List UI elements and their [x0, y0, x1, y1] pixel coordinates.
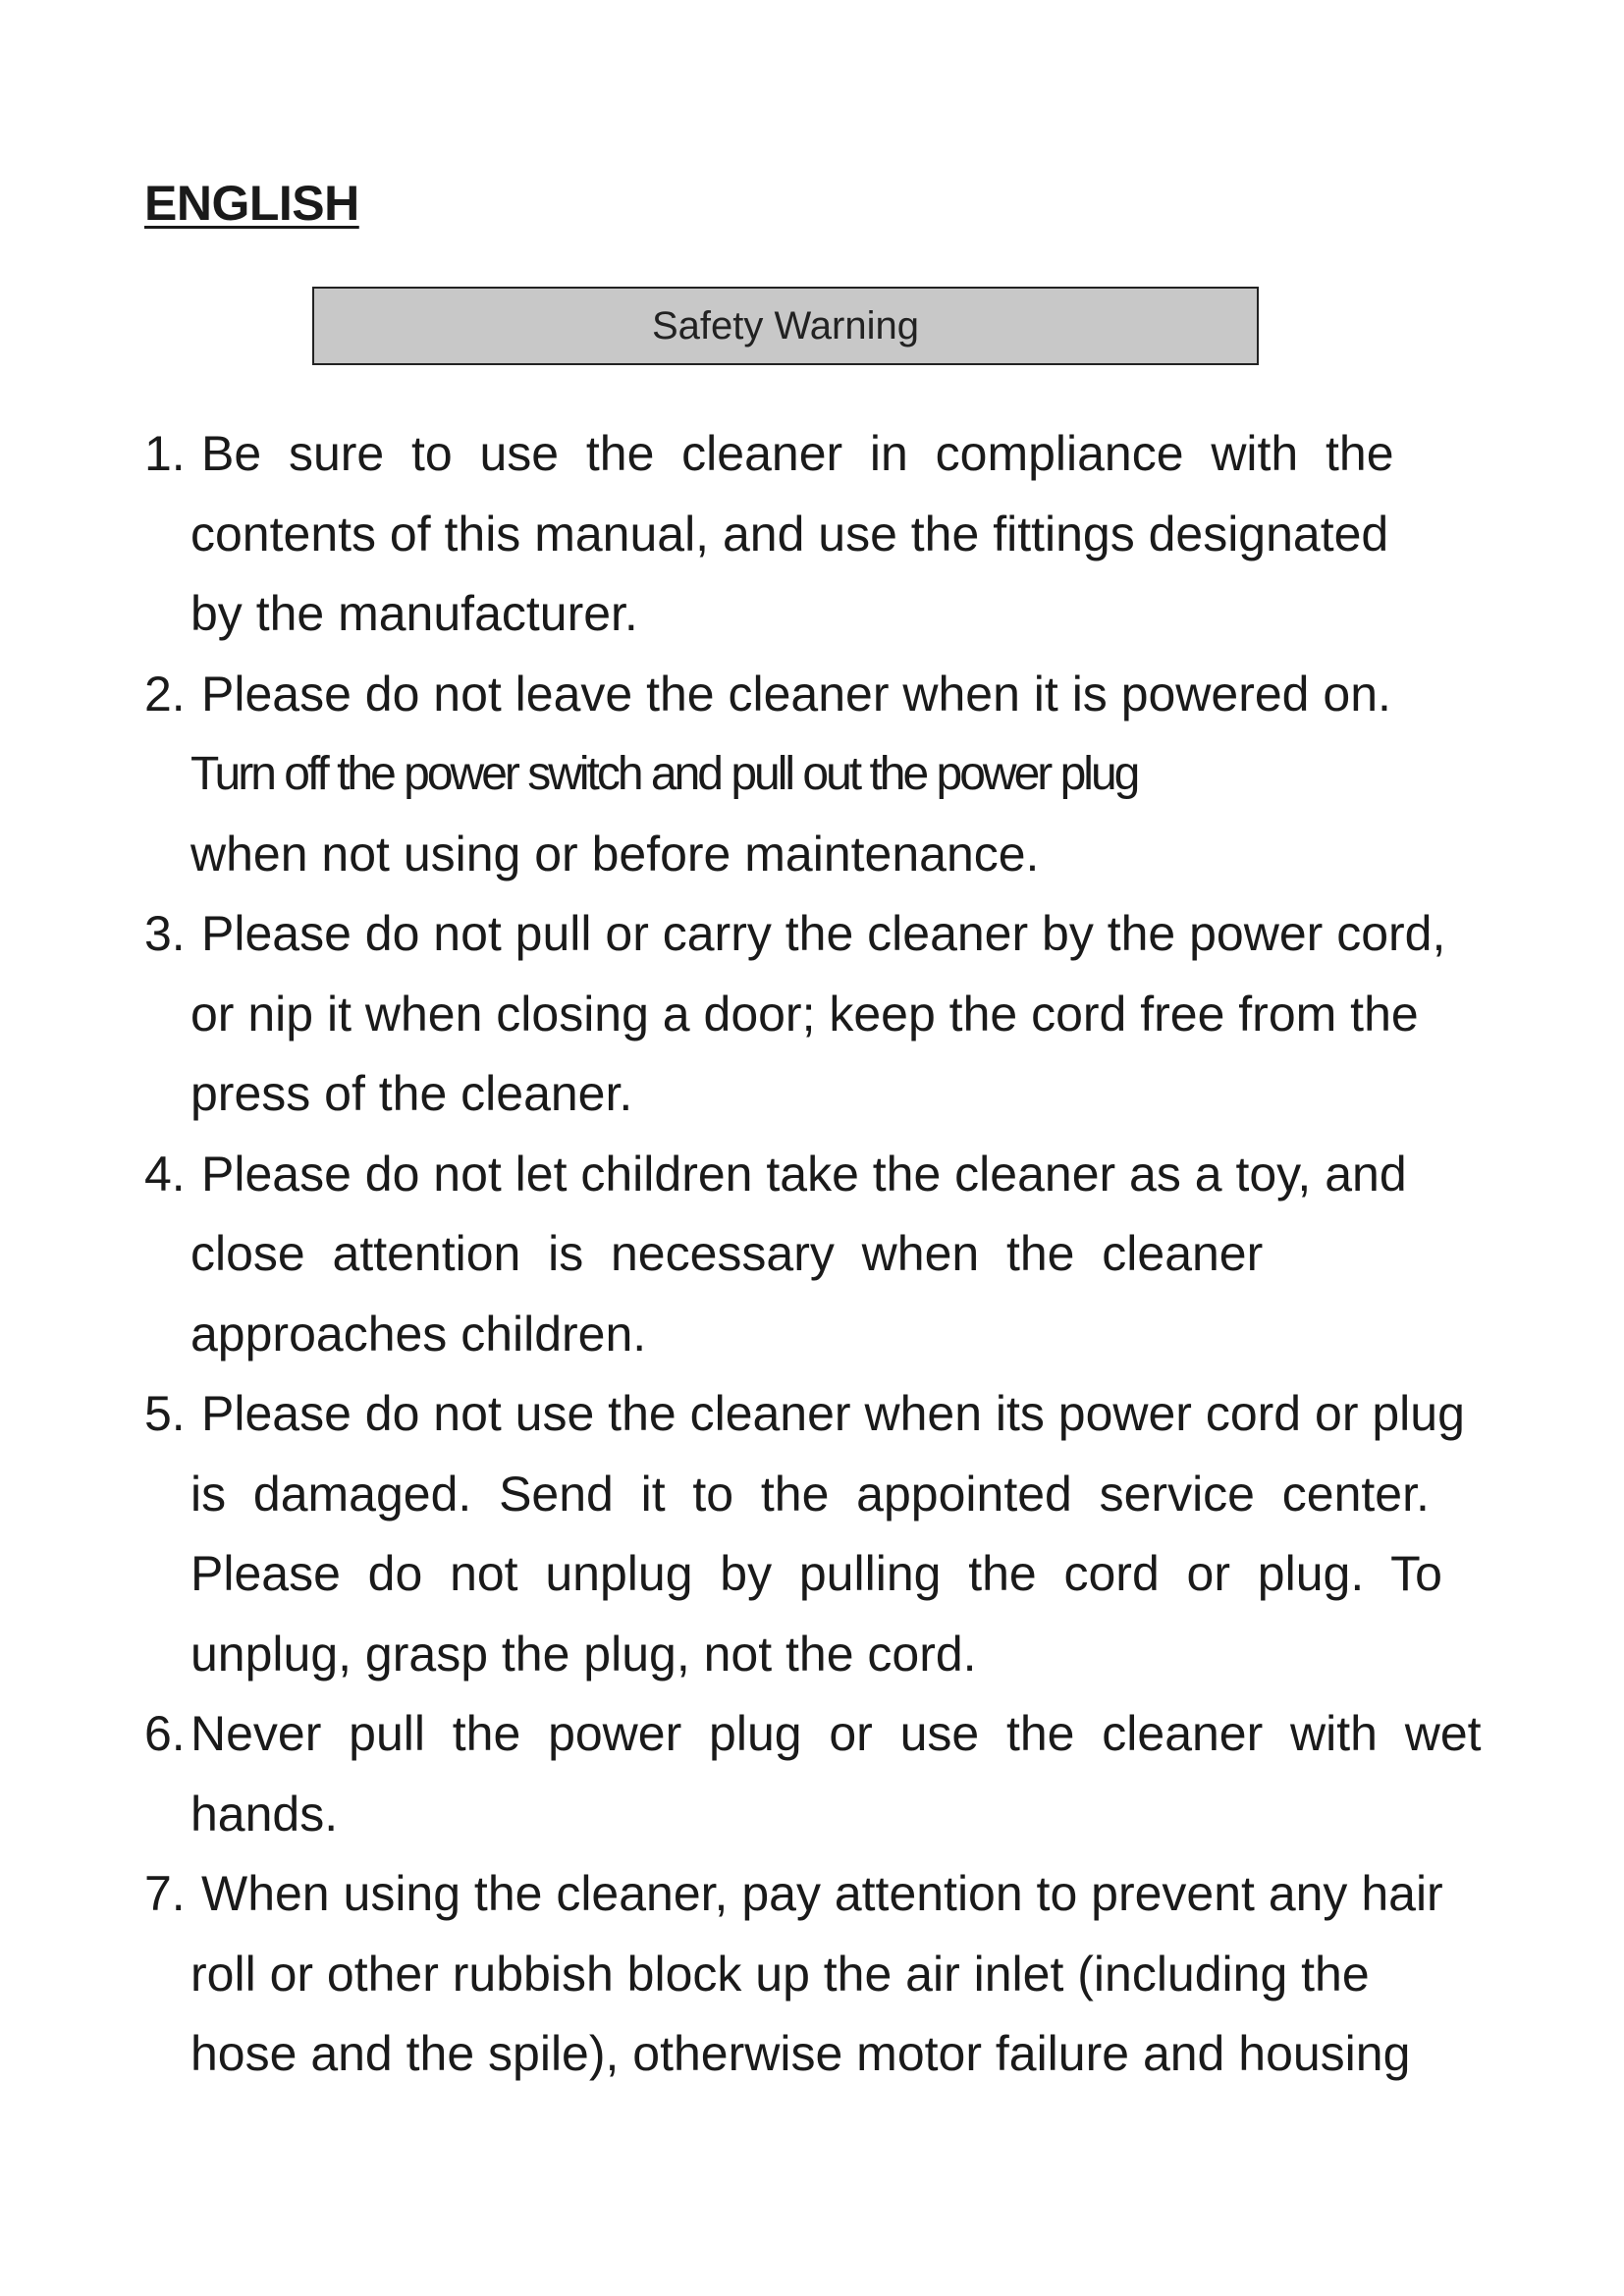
- item-line: or nip it when closing a door; keep the cord free from the: [190, 986, 1419, 1041]
- item-number: 7.: [144, 1866, 186, 1921]
- item-line: Please do not unplug by pulling the cord or plug. To: [190, 1546, 1442, 1601]
- item-line: Never pull the power plug or use the cleaner with wet: [190, 1706, 1482, 1761]
- item-number: 5.: [144, 1386, 186, 1441]
- item-line: contents of this manual, and use the fittings designated: [190, 506, 1389, 561]
- list-item: [144, 1135, 1558, 1375]
- item-line: Please do not leave the cleaner when it is powered on.: [201, 666, 1391, 721]
- list-item: [144, 1694, 1558, 1854]
- item-line: hose and the spile), otherwise motor failure and housing: [190, 2026, 1411, 2081]
- item-number: 1.: [144, 426, 186, 481]
- safety-instructions-list: [144, 414, 1558, 2095]
- list-item: [144, 655, 1558, 895]
- item-line: approaches children.: [190, 1306, 647, 1362]
- list-item: [144, 1374, 1558, 1694]
- section-heading: ENGLISH: [144, 176, 359, 231]
- item-number: 4.: [144, 1146, 186, 1201]
- item-number: 2.: [144, 666, 186, 721]
- item-line: Be sure to use the cleaner in compliance with the: [201, 426, 1394, 481]
- item-line: unplug, grasp the plug, not the cord.: [190, 1626, 977, 1682]
- list-item: [144, 414, 1558, 655]
- item-line: When using the cleaner, pay attention to prevent any hair: [201, 1866, 1443, 1921]
- item-line: Please do not use the cleaner when its power cord or plug: [201, 1386, 1465, 1441]
- list-item: [144, 894, 1558, 1135]
- item-line: when not using or before maintenance.: [190, 826, 1040, 881]
- safety-warning-banner: Safety Warning: [312, 287, 1259, 365]
- item-line: Please do not let children take the cleaner as a toy, and: [201, 1146, 1407, 1201]
- list-item: [144, 1854, 1558, 2095]
- item-line: is damaged. Send it to the appointed service center.: [190, 1466, 1430, 1522]
- item-line: Please do not pull or carry the cleaner by the power cord,: [201, 906, 1446, 961]
- item-line: Turn off the power switch and pull out the power plug: [190, 748, 1138, 800]
- item-line: close attention is necessary when the cleaner: [190, 1226, 1264, 1281]
- item-number: 3.: [144, 906, 186, 961]
- item-line: press of the cleaner.: [190, 1066, 633, 1121]
- item-line: hands.: [190, 1786, 339, 1842]
- item-line: by the manufacturer.: [190, 586, 638, 641]
- item-line: roll or other rubbish block up the air inlet (including the: [190, 1946, 1370, 2002]
- item-number: 6.: [144, 1706, 186, 1761]
